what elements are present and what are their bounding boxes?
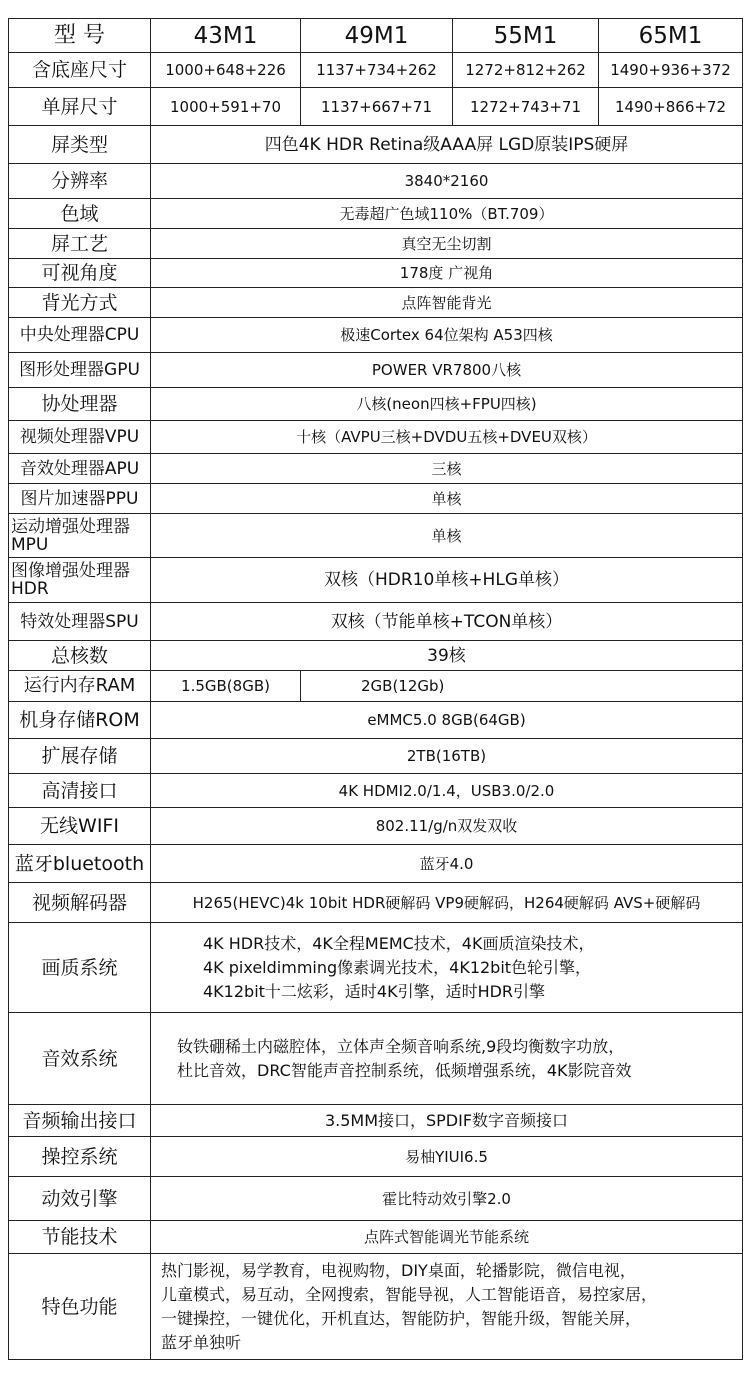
spec-label: 色域	[9, 199, 151, 229]
spec-value: 2TB(16TB)	[151, 739, 743, 774]
spec-label: 音频输出接口	[9, 1105, 151, 1137]
spec-value: 极速Cortex 64位架构 A53四核	[151, 318, 743, 353]
spec-value: 霍比特动效引擎2.0	[151, 1177, 743, 1221]
spec-row	[9, 259, 743, 288]
spec-label: 无线WIFI	[9, 808, 151, 845]
spec-label: 特效处理器SPU	[9, 603, 151, 641]
spec-row	[9, 845, 743, 883]
model-label: 型 号	[9, 19, 151, 53]
spec-label: 蓝牙bluetooth	[9, 845, 151, 883]
spec-row	[9, 739, 743, 774]
spec-row	[9, 558, 743, 603]
audio-system-line: 杜比音效，DRC智能声音控制系统，低频增强系统，4K影院音效	[177, 1060, 632, 1080]
screen-size-43: 1000+591+70	[151, 88, 301, 126]
spec-row	[9, 774, 743, 808]
spec-row	[9, 199, 743, 229]
spec-value: 3840*2160	[151, 164, 743, 199]
spec-label: 节能技术	[9, 1221, 151, 1254]
base-size-55: 1272+812+262	[453, 53, 599, 88]
features-label: 特色功能	[9, 1254, 151, 1360]
spec-value: 双核（节能单核+TCON单核）	[151, 603, 743, 641]
model-65: 65M1	[599, 19, 743, 53]
picture-system-value	[151, 923, 743, 1013]
spec-value: 八核(neon四核+FPU四核)	[151, 388, 743, 421]
spec-value: POWER VR7800八核	[151, 353, 743, 388]
spec-row	[9, 702, 743, 739]
spec-row	[9, 318, 743, 353]
picture-system-row	[9, 923, 743, 1013]
audio-system-label: 音效系统	[9, 1013, 151, 1105]
spec-label: 中央处理器CPU	[9, 318, 151, 353]
spec-label: 屏工艺	[9, 229, 151, 259]
spec-label: 机身存储ROM	[9, 702, 151, 739]
features-line: 儿童模式，易互动，全网搜索，智能导视，人工智能语音，易控家居，	[161, 1284, 658, 1304]
screen-size-65: 1490+866+72	[599, 88, 743, 126]
spec-table	[8, 18, 743, 1360]
spec-value: 易柚YIUI6.5	[151, 1137, 743, 1177]
picture-system-line: 4K12bit十二炫彩，适时4K引擎，适时HDR引擎	[203, 981, 546, 1001]
model-49: 49M1	[301, 19, 453, 53]
base-size-65: 1490+936+372	[599, 53, 743, 88]
spec-value: 4K HDMI2.0/1.4，USB3.0/2.0	[151, 774, 743, 808]
spec-label: 总核数	[9, 641, 151, 671]
spec-row	[9, 1221, 743, 1254]
spec-row	[9, 126, 743, 164]
spec-label: 可视角度	[9, 259, 151, 288]
audio-system-value	[151, 1013, 743, 1105]
spec-label: 操控系统	[9, 1137, 151, 1177]
spec-value: 十核（AVPU三核+DVDU五核+DVEU双核）	[151, 421, 743, 454]
audio-system-row	[9, 1013, 743, 1105]
spec-label: 背光方式	[9, 288, 151, 318]
audio-system-line: 钕铁硼稀土内磁腔体，立体声全频音响系统,9段均衡数字功放，	[177, 1036, 625, 1056]
spec-label: 扩展存储	[9, 739, 151, 774]
picture-system-line: 4K pixeldimming像素调光技术，4K12bit色轮引擎，	[203, 957, 592, 977]
spec-row	[9, 883, 743, 923]
features-line: 蓝牙单独听	[161, 1332, 242, 1352]
spec-row	[9, 1105, 743, 1137]
ram-label: 运行内存RAM	[9, 671, 151, 702]
spec-row	[9, 603, 743, 641]
spec-row	[9, 164, 743, 199]
spec-label: 图形处理器GPU	[9, 353, 151, 388]
spec-value: 点阵智能背光	[151, 288, 743, 318]
spec-value: 802.11/g/n双发双收	[151, 808, 743, 845]
base-size-43: 1000+648+226	[151, 53, 301, 88]
spec-value: 无毒超广色域110%（BT.709）	[151, 199, 743, 229]
spec-row	[9, 484, 743, 514]
spec-label: 分辨率	[9, 164, 151, 199]
spec-value: 蓝牙4.0	[151, 845, 743, 883]
features-line: 一键操控，一键优化，开机直达，智能防护，智能升级，智能关屏，	[161, 1308, 642, 1328]
spec-value: 单核	[151, 484, 743, 514]
spec-value: 点阵式智能调光节能系统	[151, 1221, 743, 1254]
spec-label: 动效引擎	[9, 1177, 151, 1221]
spec-value: H265(HEVC)4k 10bit HDR硬解码 VP9硬解码，H264硬解码 AVS+硬解码	[151, 883, 743, 923]
spec-value: 四色4K HDR Retina级AAA屏 LGD原装IPS硬屏	[151, 126, 743, 164]
model-43: 43M1	[151, 19, 301, 53]
spec-label: 音效处理器APU	[9, 454, 151, 484]
screen-size-row	[9, 88, 743, 126]
base-size-row	[9, 53, 743, 88]
spec-row	[9, 641, 743, 671]
spec-value: 3.5MM接口，SPDIF数字音频接口	[151, 1105, 743, 1137]
screen-size-label: 单屏尺寸	[9, 88, 151, 126]
spec-row	[9, 514, 743, 558]
spec-value: eMMC5.0 8GB(64GB)	[151, 702, 743, 739]
spec-row	[9, 808, 743, 845]
spec-value: 双核（HDR10单核+HLG单核）	[151, 558, 743, 603]
spec-row	[9, 1177, 743, 1221]
spec-row	[9, 421, 743, 454]
base-size-49: 1137+734+262	[301, 53, 453, 88]
spec-row	[9, 388, 743, 421]
spec-row	[9, 288, 743, 318]
spec-row	[9, 454, 743, 484]
spec-row	[9, 353, 743, 388]
spec-label: 视频解码器	[9, 883, 151, 923]
features-line: 热门影视，易学教育，电视购物，DIY桌面，轮播影院，微信电视，	[161, 1260, 636, 1280]
screen-size-49: 1137+667+71	[301, 88, 453, 126]
spec-value: 178度 广视角	[151, 259, 743, 288]
spec-label: 视频处理器VPU	[9, 421, 151, 454]
screen-size-55: 1272+743+71	[453, 88, 599, 126]
spec-value: 单核	[151, 514, 743, 558]
model-55: 55M1	[453, 19, 599, 53]
spec-row	[9, 1137, 743, 1177]
spec-value: 真空无尘切割	[151, 229, 743, 259]
picture-system-line: 4K HDR技术，4K全程MEMC技术，4K画质渲染技术，	[203, 933, 595, 953]
ram-value-other: 2GB(12Gb)	[301, 671, 743, 702]
spec-label: 图片加速器PPU	[9, 484, 151, 514]
ram-row	[9, 671, 743, 702]
spec-value: 三核	[151, 454, 743, 484]
spec-row	[9, 229, 743, 259]
base-size-label: 含底座尺寸	[9, 53, 151, 88]
picture-system-label: 画质系统	[9, 923, 151, 1013]
model-header-row	[9, 19, 743, 53]
spec-label: 屏类型	[9, 126, 151, 164]
spec-label: 运动增强处理器MPU	[9, 514, 151, 558]
spec-value: 39核	[151, 641, 743, 671]
ram-value-43: 1.5GB(8GB)	[151, 671, 301, 702]
spec-label: 高清接口	[9, 774, 151, 808]
spec-label: 图像增强处理器HDR	[9, 558, 151, 603]
features-value	[151, 1254, 743, 1360]
features-row	[9, 1254, 743, 1360]
spec-label: 协处理器	[9, 388, 151, 421]
